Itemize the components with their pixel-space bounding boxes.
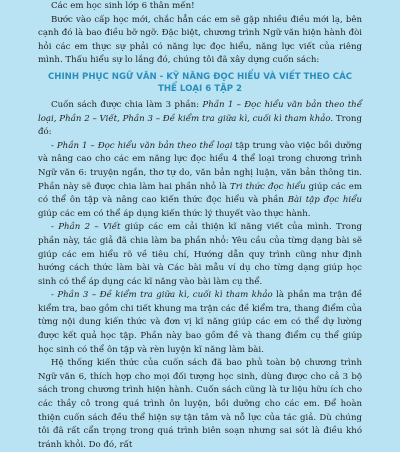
document-body (38, 0, 363, 450)
part2-paragraph (38, 221, 362, 289)
part1-text-3: giúp các em có thể áp dụng kiến thức lý thuyết vào thực hành. (38, 208, 311, 219)
part3-title: Phần 3 – Đề kiểm tra giữa kì, cuối kì tham khảo (57, 290, 273, 301)
part1-term-knowledge: Tri thức đọc hiểu (230, 181, 306, 192)
greeting-paragraph: Các em học sinh lớp 6 thân mến! (51, 1, 195, 11)
part1-term-exercise: Bài tập đọc hiểu (287, 195, 362, 206)
book-title-heading: CHINH PHỤC NGỮ VĂN - KỸ NĂNG ĐỌC HIỂU VÀ VIẾT THEO CÁC THỂ LOẠI 6 TẬP 2 (47, 71, 353, 94)
part1-text: tập trung vào việc bồi dưỡng và nâng cao cho các em năng lực đọc hiểu 4 thể loại trong chương trình Ngữ văn 6: truyện ngắn, thơ tự do, văn bản nghị luận, văn bản thông tin. Phần này sẽ được chia làm hai phần nhỏ là (38, 140, 362, 192)
part3-text: là phần ma trận đề kiểm tra, bao gồm chi tiết khung ma trận các đề kiểm tra, thang điểm của từng nội dung kiến thức và đơn vị kĩ năng giúp các em có thể dự lường được kết quả học tập. Phần này bao gồm đề và thang điểm cụ thể giúp học sinh có thể ôn tập và rèn luyện kĩ năng làm bài. (38, 290, 362, 355)
summary-paragraph: Hệ thống kiến thức của cuốn sách đã bao phủ toàn bộ chương trình Ngữ văn 6, thích hợp cho mọi đối tượng học sinh, dùng được cho cả 3 bộ sách trong chương trình hiện hành. Cuốn sách cũng là tư liệu hữu ích cho các thầy cô trong quá trình ôn luyện, bồi dưỡng cho các em. Để hoàn thiện cuốn sách đều thể hiện sự tận tâm và nỗ lực của tác giả. Dù chúng tôi đã rất cẩn trọng trong quá trình biên soạn nhưng sai sót là điều khó tránh khỏi. Do đó, rất (38, 358, 362, 450)
intro-paragraph: Bước vào cấp học mới, chắc hẳn các em sẽ gặp nhiều điều mới lạ, bên cạnh đó là bao điều bỡ ngỡ. Đặc biệt, chương trình Ngữ văn hiện hành đòi hỏi các em thực sự phải có năng lực đọc hiểu, năng lực viết của riêng mình. Thấu hiểu sự lo lắng đó, chúng tôi đã xây dựng cuốn sách: (38, 14, 362, 66)
part2-text: giúp các em cải thiện kĩ năng viết của mình. Trong phần này, tác giả đã chia làm ba phần nhỏ: Yêu cầu của từng dạng bài sẽ giúp các em hiểu rõ về tiêu chí, Hướng dẫn quy trình cũng như định hướng cách thức làm bài và Các bài mẫu ví dụ cho từng dạng giúp học sinh có thể áp dụng các kĩ năng vào bài làm cụ thể. (38, 222, 363, 287)
part2-title: Phần 2 – Viết (58, 222, 121, 233)
part2-dash: - (51, 222, 59, 233)
part1-text-2: giúp các em có thể ôn tập và nâng cao kiến thức đọc hiểu và phần (38, 181, 362, 206)
part1-dash: - (51, 140, 57, 151)
part3-dash: - (51, 290, 58, 301)
structure-parts: Phần 1 – Đọc hiểu văn bản theo thể loại, Phần 2 – Viết, Phần 3 – Đề kiểm tra giữa kì, cuối kì tham khảo. (38, 99, 362, 124)
part3-paragraph (38, 289, 362, 357)
structure-lead: Cuốn sách được chia làm 3 phần: (51, 99, 203, 110)
structure-paragraph (38, 99, 362, 140)
part1-paragraph (38, 140, 362, 222)
part1-title: Phần 1 – Đọc hiểu văn bản theo thể loại (56, 140, 233, 151)
structure-tail: Trong đó: (38, 113, 362, 138)
